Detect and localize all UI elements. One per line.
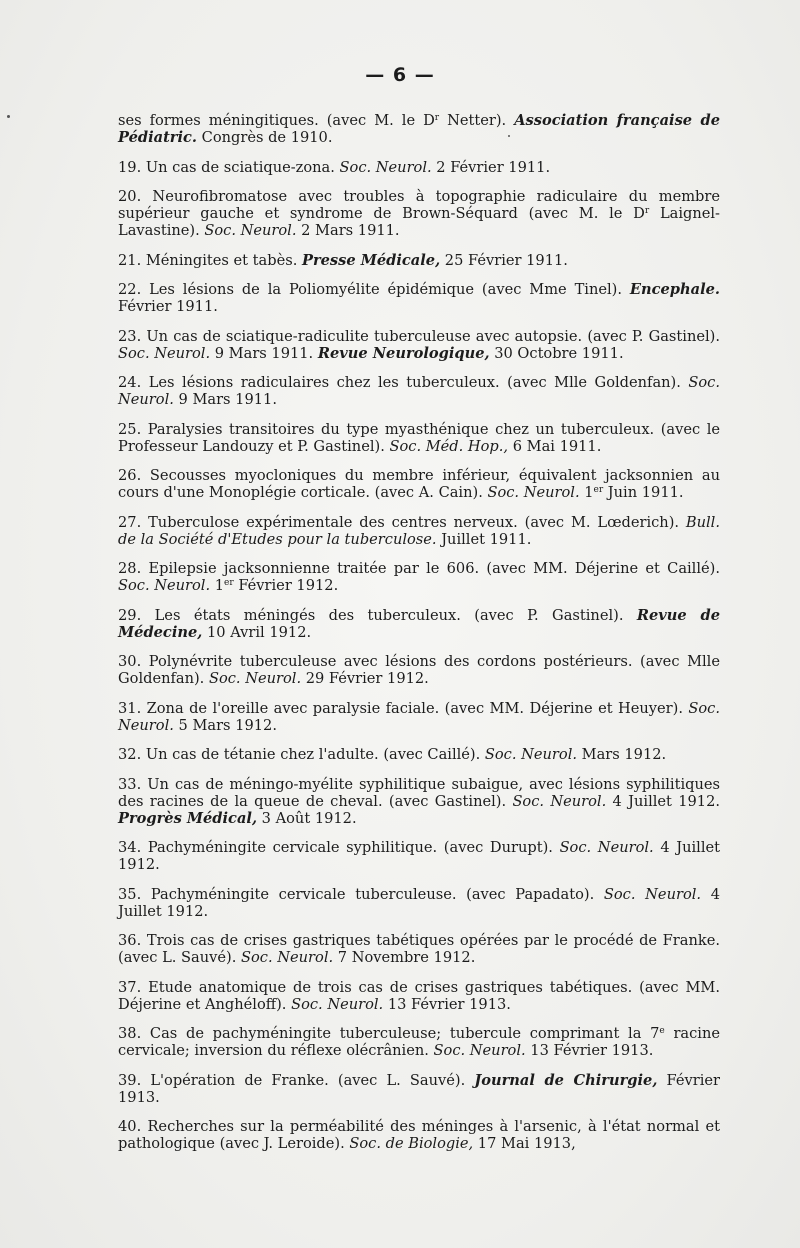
- bibliography-entry: [118, 159, 720, 176]
- entry-text: racine cervicale; inversion du réflexe olécrânien.: [118, 1025, 720, 1059]
- print-speck: [508, 135, 510, 137]
- society-title: Soc. Neurol.: [291, 995, 384, 1013]
- superscript: er: [593, 485, 604, 495]
- entry-text: Laignel-Lavastine).: [118, 205, 720, 239]
- bibliography-entry: [118, 252, 720, 269]
- entry-text: 3 Août 1912.: [257, 809, 357, 827]
- journal-title: Journal de Chirurgie,: [474, 1071, 658, 1089]
- society-title: Soc. Neurol.: [487, 484, 580, 501]
- bibliography-entry: [118, 700, 720, 734]
- entry-text: 2 Février 1911.: [431, 158, 551, 176]
- entry-text: Février 1913.: [118, 1071, 720, 1106]
- bibliography-entry: [118, 653, 720, 687]
- entry-text: Février 1912.: [233, 577, 339, 594]
- entry-text: 22. Les lésions de la Poliomyélite épidémique (avec Mme Tinel).: [118, 281, 630, 298]
- bibliography-entry: [118, 746, 720, 763]
- entry-text: 4 Juillet 1912.: [606, 792, 721, 810]
- entry-text: 5 Mars 1912.: [173, 716, 277, 734]
- society-title: Soc. Neurol.: [339, 158, 432, 176]
- entry-text: 28. Epilepsie jacksonnienne traitée par le 606. (avec MM. Déjerine et Caillé).: [118, 560, 720, 577]
- entry-text: 32. Un cas de tétanie chez l'adulte. (avec Caillé).: [118, 746, 485, 763]
- entry-text: 25. Paralysies transitoires du type myasthénique chez un tuberculeux. (avec le Professeur Landouzy et P. Gastinel).: [118, 420, 720, 455]
- bibliography-entry: [118, 421, 720, 455]
- society-title: Soc. Méd. Hop.,: [389, 437, 509, 455]
- entry-text: 38. Cas de pachyméningite tuberculeuse; tubercule comprimant la 7: [118, 1025, 660, 1042]
- entry-text: 20. Neurofibromatose avec troubles à topographie radiculaire du membre supérieur gauche et syndrome de Brown-Séquard (avec M. le D: [118, 188, 720, 222]
- bibliography-entry: [118, 1118, 720, 1152]
- society-title: Soc. Neurol.: [118, 699, 720, 734]
- entry-text: 6 Mai 1911.: [508, 437, 602, 455]
- bibliography-entry: [118, 1025, 720, 1059]
- entry-text: 13 Février 1913.: [383, 995, 511, 1013]
- bibliography-list: [118, 112, 720, 1165]
- bibliography-entry: [118, 374, 720, 408]
- entry-text: 26. Secousses myocloniques du membre inférieur, équivalent jacksonnien au cours d'une Monoplégie corticale. (avec A. Cain).: [118, 467, 720, 501]
- bibliography-entry: [118, 1072, 720, 1106]
- entry-text: 4 Juillet 1912.: [118, 885, 720, 920]
- entry-text: Juillet 1911.: [436, 530, 532, 548]
- entry-text: 24. Les lésions radiculaires chez les tuberculeux. (avec Mlle Goldenfan).: [118, 374, 689, 391]
- print-speck: [7, 115, 10, 118]
- entry-text: 17 Mai 1913,: [473, 1135, 576, 1152]
- society-title: Soc. Neurol.: [118, 344, 211, 362]
- journal-title: Encephale.: [629, 281, 720, 298]
- journal-title: Progrès Médical,: [118, 809, 258, 827]
- entry-text: 19. Un cas de sciatique-zona.: [118, 158, 340, 176]
- bibliography-entry: [118, 328, 720, 362]
- entry-text: 36. Trois cas de crises gastriques tabétiques opérées par le procédé de Franke. (avec L. Sauvé).: [118, 932, 720, 966]
- bibliography-entry: [118, 932, 720, 966]
- bibliography-entry: [118, 839, 720, 873]
- entry-text: 35. Pachyméningite cervicale tuberculeuse. (avec Papadato).: [118, 885, 604, 903]
- entry-text: 7 Novembre 1912.: [333, 949, 476, 966]
- superscript: er: [224, 578, 234, 588]
- bibliography-entry: [118, 281, 720, 315]
- entry-text: 4 Juillet 1912.: [118, 839, 721, 873]
- bibliography-entry: [118, 886, 720, 920]
- society-title: Soc. Neurol.: [118, 577, 211, 594]
- society-title: Bull. de la Société d'Etudes pour la tuberculose.: [118, 513, 720, 548]
- entry-text: 30. Polynévrite tuberculeuse avec lésions des cordons postérieurs. (avec Mlle Goldenfan).: [118, 653, 720, 687]
- entry-text: 23. Un cas de sciatique-radiculite tuberculeuse avec autopsie. (avec P. Gastinel).: [118, 327, 720, 345]
- journal-title: Revue Neurologique,: [317, 344, 490, 362]
- journal-title: Presse Médicale,: [301, 251, 441, 269]
- entry-text: Congrès de 1910.: [197, 129, 333, 146]
- page-number: — 6 —: [365, 64, 435, 86]
- bibliography-entry: [118, 514, 720, 548]
- entry-text: 9 Mars 1911.: [210, 344, 318, 362]
- society-title: Soc. Neurol.: [241, 949, 334, 966]
- bibliography-entry: [118, 607, 720, 641]
- entry-text: 34. Pachyméningite cervicale syphilitique. (avec Durupt).: [118, 839, 560, 856]
- entry-text: 29. Les états méningés des tuberculeux. (avec P. Gastinel).: [118, 606, 637, 624]
- entry-text: 1: [579, 484, 594, 501]
- entry-text: Juin 1911.: [603, 484, 684, 501]
- society-title: Soc. Neurol.: [433, 1042, 526, 1059]
- entry-text: 2 Mars 1911.: [296, 222, 400, 239]
- bibliography-entry: [118, 979, 720, 1013]
- entry-text: 40. Recherches sur la perméabilité des méninges à l'arsenic, à l'état normal et pathologique (avec J. Leroide).: [118, 1118, 720, 1152]
- entry-text: 10 Avril 1912.: [202, 623, 312, 641]
- entry-text: 25 Février 1911.: [440, 251, 568, 269]
- superscript: e: [659, 1026, 665, 1036]
- society-title: Soc. Neurol.: [603, 885, 702, 903]
- society-title: Soc. Neurol.: [484, 746, 577, 763]
- entry-text: 27. Tuberculose expérimentale des centres nerveux. (avec M. Lœderich).: [118, 513, 686, 531]
- bibliography-entry: [118, 112, 720, 146]
- entry-text: 1: [210, 577, 225, 594]
- entry-text: 21. Méningites et tabès.: [118, 251, 302, 269]
- superscript: r: [644, 206, 650, 216]
- society-title: Soc. Neurol.: [204, 222, 297, 239]
- entry-text: 30 Octobre 1911.: [489, 344, 624, 362]
- society-title: Soc. Neurol.: [559, 839, 654, 856]
- entry-text: 13 Février 1913.: [525, 1042, 654, 1059]
- society-title: Soc. Neurol.: [512, 792, 607, 810]
- entry-text: 9 Mars 1911.: [173, 391, 277, 408]
- society-title: Soc. de Biologie,: [349, 1135, 474, 1152]
- entry-text: 31. Zona de l'oreille avec paralysie faciale. (avec MM. Déjerine et Heuyer).: [118, 699, 689, 717]
- entry-text: Netter).: [439, 112, 515, 129]
- superscript: r: [434, 113, 440, 123]
- entry-text: 33. Un cas de méningo-myélite syphilitique subaigue, avec lésions syphilitiques des racines de la queue de cheval. (avec Gastinel).: [118, 775, 720, 810]
- society-title: Soc. Neurol.: [208, 670, 302, 687]
- bibliography-entry: [118, 560, 720, 594]
- bibliography-entry: [118, 776, 720, 827]
- entry-text: Mars 1912.: [577, 746, 667, 763]
- entry-text: 37. Etude anatomique de trois cas de crises gastriques tabétiques. (avec MM. Déjerine et Anghéloff).: [118, 978, 720, 1013]
- entry-text: 39. L'opération de Franke. (avec L. Sauvé).: [118, 1071, 475, 1089]
- society-title: Soc. Neurol.: [118, 374, 720, 408]
- journal-title: Association française de Pédiatric.: [118, 112, 721, 146]
- bibliography-entry: [118, 188, 720, 239]
- entry-text: Février 1911.: [118, 298, 218, 315]
- bibliography-entry: [118, 467, 720, 501]
- entry-text: ses formes méningitiques. (avec M. le D: [118, 112, 435, 129]
- journal-title: Revue de Médecine,: [118, 606, 721, 641]
- entry-text: 29 Février 1912.: [301, 670, 429, 687]
